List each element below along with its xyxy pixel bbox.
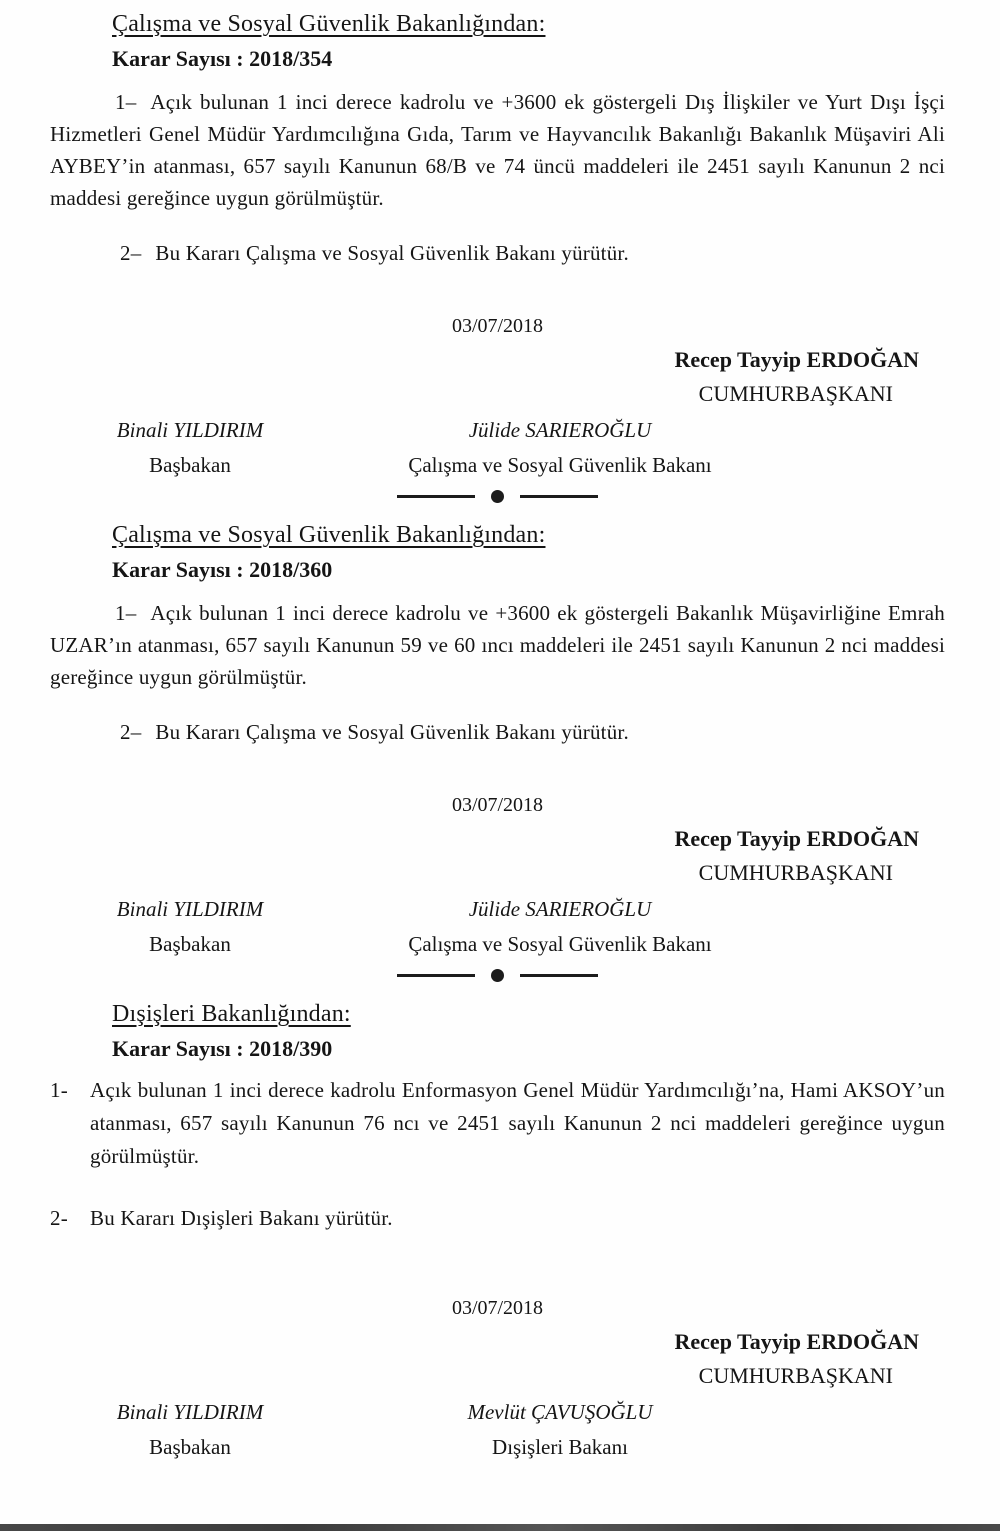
item-number: 1– [115, 90, 137, 114]
president-title: CUMHURBAŞKANI [698, 381, 893, 406]
divider-line [520, 974, 598, 977]
decision-date: 03/07/2018 [451, 315, 544, 337]
divider-line [397, 495, 475, 498]
president-name: Recep Tayyip ERDOĞAN [674, 347, 919, 372]
item-text: Açık bulunan 1 inci derece kadrolu ve +3600 ek göstergeli Dış İlişkiler ve Yurt Dışı İşçi Hizmetleri Genel Müdür Yardımcılığına Gıda, Tarım ve Hayvancılık Bakanlığı Bakanlık Müşaviri Ali AYBEY’in atanması, 657 sayılı Kanunun 68/B ve 74 üncü maddeleri ile 2451 sayılı Kanunun 2 nci maddesi gereğince uygun görülmüştür. [50, 90, 945, 210]
decision-item-2 [50, 719, 945, 745]
president-name: Recep Tayyip ERDOĞAN [674, 1329, 919, 1354]
signatory-minister [380, 418, 740, 477]
signatory-title: Başbakan [149, 1435, 231, 1459]
signatory-prime-minister [50, 897, 330, 956]
signatory-name: Jülide SARIEROĞLU [468, 897, 652, 921]
item-number: 2– [120, 720, 142, 744]
signatory-name: Binali YILDIRIM [116, 418, 264, 442]
signatory-title: Başbakan [149, 453, 231, 477]
president-name: Recep Tayyip ERDOĞAN [674, 826, 919, 851]
decision-section-2018-354 [50, 10, 945, 503]
divider-line [397, 974, 475, 977]
item-number: 2– [120, 241, 142, 265]
item-number: 2- [50, 1206, 68, 1230]
signature-row [50, 897, 945, 956]
signature-row [50, 418, 945, 477]
decision-item-1 [50, 597, 945, 693]
item-number: 1- [50, 1078, 68, 1102]
decision-item-1 [50, 86, 945, 214]
scan-edge-bar [0, 1524, 1000, 1531]
item-text: Açık bulunan 1 inci derece kadrolu ve +3600 ek göstergeli Bakanlık Müşavirliğine Emrah UZAR’ın atanması, 657 sayılı Kanunun 59 ve 60 ıncı maddeleri ile 2451 sayılı Kanunun 2 nci maddesi gereğince uygun görülmüştür. [50, 601, 945, 689]
signature-row [50, 1400, 945, 1459]
ministry-heading: Çalışma ve Sosyal Güvenlik Bakanlığından: [112, 11, 546, 37]
signatory-name: Binali YILDIRIM [116, 897, 264, 921]
signatory-title: Çalışma ve Sosyal Güvenlik Bakanı [408, 932, 712, 956]
item-text: Bu Kararı Çalışma ve Sosyal Güvenlik Bakanı yürütür. [155, 241, 629, 265]
signatory-title: Başbakan [149, 932, 231, 956]
ministry-heading: Çalışma ve Sosyal Güvenlik Bakanlığından: [112, 522, 546, 548]
signatory-minister [380, 1400, 740, 1459]
ministry-heading: Dışişleri Bakanlığından: [112, 1001, 351, 1027]
divider-dot-icon [491, 969, 504, 982]
signatory-minister [380, 897, 740, 956]
decision-section-2018-360 [50, 521, 945, 982]
signatory-name: Jülide SARIEROĞLU [468, 418, 652, 442]
signatory-prime-minister [50, 1400, 330, 1459]
decision-date: 03/07/2018 [451, 794, 544, 816]
item-text: Bu Kararı Çalışma ve Sosyal Güvenlik Bakanı yürütür. [155, 720, 629, 744]
decision-item-2 [50, 1205, 945, 1232]
signatory-title: Dışişleri Bakanı [492, 1435, 628, 1459]
section-divider [50, 968, 945, 982]
divider-dot-icon [491, 490, 504, 503]
decision-section-2018-390 [50, 1000, 945, 1459]
item-number: 1– [115, 601, 137, 625]
divider-line [520, 495, 598, 498]
section-divider [50, 489, 945, 503]
signatory-name: Mevlüt ÇAVUŞOĞLU [467, 1400, 653, 1424]
decision-item-2 [50, 240, 945, 266]
president-title: CUMHURBAŞKANI [698, 1363, 893, 1388]
decision-date: 03/07/2018 [451, 1297, 544, 1319]
decision-number: Karar Sayısı : 2018/360 [112, 557, 333, 582]
signatory-prime-minister [50, 418, 330, 477]
item-text: Açık bulunan 1 inci derece kadrolu Enformasyon Genel Müdür Yardımcılığı’na, Hami AKSOY’un atanması, 657 sayılı Kanunun 76 ncı ve 2451 sayılı Kanunun 2 nci maddeleri gereğince uygun görülmüştür. [90, 1078, 945, 1168]
signatory-title: Çalışma ve Sosyal Güvenlik Bakanı [408, 453, 712, 477]
signatory-name: Binali YILDIRIM [116, 1400, 264, 1424]
item-text: Bu Kararı Dışişleri Bakanı yürütür. [90, 1206, 393, 1230]
president-title: CUMHURBAŞKANI [698, 860, 893, 885]
decision-number: Karar Sayısı : 2018/354 [112, 46, 333, 71]
decision-item-1 [50, 1074, 945, 1173]
decision-number: Karar Sayısı : 2018/390 [112, 1036, 333, 1061]
